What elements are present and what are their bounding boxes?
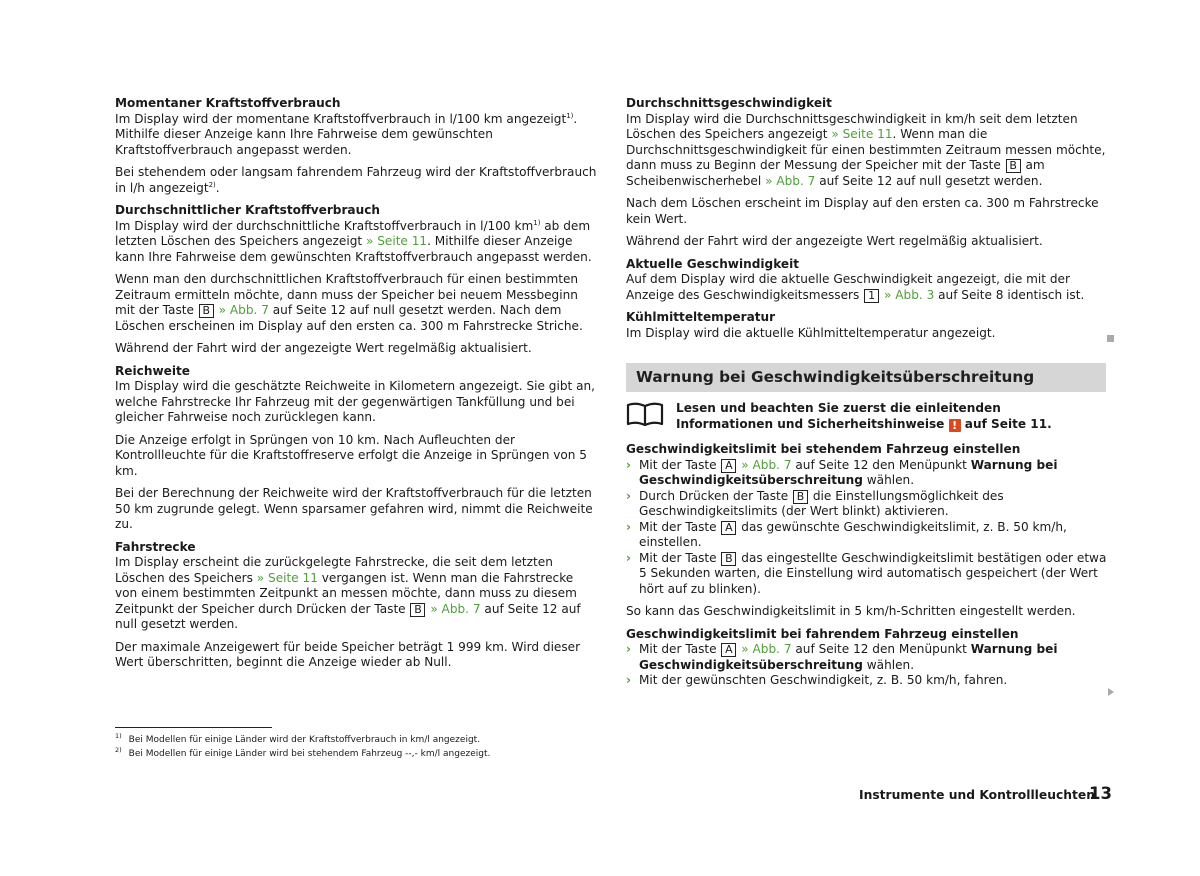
section-title: Fahrstrecke xyxy=(115,539,196,554)
section-title: Geschwindigkeitslimit bei stehendem Fahrzeug einstellen xyxy=(626,442,1021,456)
footnote-2: $^{2)}$ Bei Modellen für einige Länder wird bei stehendem Fahrzeug --,- km/l angezeigt. xyxy=(115,746,491,759)
footnote-ref[interactable]: 1) xyxy=(533,218,541,227)
paragraph: Wenn man den durchschnittlichen Kraftstoffverbrauch für einen bestimmten Zeitraum ermitteln möchte, dann muss der Speicher bei neuem Messbeginn mit der Taste B » Abb. 7 auf Seite 12 auf null gesetzt werden. Nach dem Löschen erscheinen im Display auf den ersten ca. 300 m Fahrstrecke Striche. xyxy=(115,272,583,333)
note-text: Lesen und beachten Sie zuerst die einleitenden Informationen und Sicherheitshinweise ! auf Seite 11. xyxy=(676,401,1052,432)
section-title: Reichweite xyxy=(115,363,190,378)
continue-arrow-icon xyxy=(1108,688,1114,696)
section-average-consumption xyxy=(115,203,597,357)
page-link[interactable]: » Seite 11 xyxy=(365,234,428,248)
bullet-arrow-icon: › xyxy=(626,642,631,656)
section-range xyxy=(115,364,597,533)
list-item: › Mit der gewünschten Geschwindigkeit, z. B. 50 km/h, fahren. xyxy=(626,673,1008,687)
footnote-1: $^{1)}$ Bei Modellen für einige Länder wird der Kraftstoffverbrauch in km/l angezeigt. xyxy=(115,732,481,745)
book-icon xyxy=(626,401,664,432)
page-link[interactable]: » Seite 11 xyxy=(256,570,318,585)
section-title: Geschwindigkeitslimit bei fahrendem Fahrzeug einstellen xyxy=(626,626,1019,641)
key-a-icon: A xyxy=(721,459,736,473)
list-item: › Mit der Taste A » Abb. 7 auf Seite 12 den Menüpunkt Warnung bei Geschwindigkeitsüberschreitung wählen. xyxy=(626,457,1058,487)
figure-link[interactable]: » Abb. 7 xyxy=(426,601,481,616)
section-current-speed xyxy=(626,257,1108,304)
bullet-arrow-icon: › xyxy=(626,550,631,565)
key-b-icon: B xyxy=(721,552,736,566)
safety-note xyxy=(626,401,1108,432)
step-list xyxy=(626,642,1108,689)
section-title: Durchschnittlicher Kraftstoffverbrauch xyxy=(115,203,380,217)
bullet-arrow-icon: › xyxy=(626,457,631,472)
paragraph: Während der Fahrt wird der angezeigte Wert regelmäßig aktualisiert. xyxy=(626,234,1043,248)
page-link[interactable]: » Seite 11 xyxy=(831,127,893,141)
paragraph: Die Anzeige erfolgt in Sprüngen von 10 km. Nach Aufleuchten der Kontrollleuchte für die Kraftstoffreserve erfolgt die Anzeige in Sprüngen von 5 km. xyxy=(115,432,587,478)
section-coolant-temperature xyxy=(626,310,1108,341)
section-title: Momentaner Kraftstoffverbrauch xyxy=(115,96,341,110)
footnote-ref[interactable]: 2) xyxy=(208,180,216,189)
figure-link[interactable]: » Abb. 7 xyxy=(737,457,792,472)
list-item: › Mit der Taste B das eingestellte Geschwindigkeitslimit bestätigen oder etwa 5 Sekunden warten, die Einstellung wird automatisch gespeichert (der Wert hört auf zu blinken). xyxy=(626,550,1107,596)
left-column xyxy=(115,96,597,678)
key-a-icon: A xyxy=(721,521,736,535)
section-title: Aktuelle Geschwindigkeit xyxy=(626,256,800,271)
page-number: 13 xyxy=(1089,784,1112,803)
footnote-divider xyxy=(115,727,272,728)
key-b-icon: B xyxy=(199,304,214,318)
section-limit-driving xyxy=(626,627,1108,689)
warning-icon: ! xyxy=(949,419,961,432)
section-title: Durchschnittsgeschwindigkeit xyxy=(626,96,832,110)
step-list xyxy=(626,458,1108,598)
bullet-arrow-icon: › xyxy=(626,488,631,503)
list-item: › Mit der Taste A das gewünschte Geschwindigkeitslimit, z. B. 50 km/h, einstellen. xyxy=(626,519,1067,549)
key-b-icon: B xyxy=(410,603,425,617)
paragraph: Bei der Berechnung der Reichweite wird der Kraftstoffverbrauch für die letzten 50 km zugrunde gelegt. Wenn sparsamer gefahren wird, nimmt die Reichweite zu. xyxy=(115,486,593,531)
section-distance xyxy=(115,540,597,671)
paragraph: Im Display wird die geschätzte Reichweite in Kilometern angezeigt. Sie gibt an, welche Fahrstrecke Ihr Fahrzeug mit der gegenwärtigen Tankfüllung und bei gleicher Fahrweise noch zurücklegen kann. xyxy=(115,379,595,424)
bullet-arrow-icon: › xyxy=(626,519,631,534)
paragraph: Im Display wird die Durchschnittsgeschwindigkeit in km/h seit dem letzten Löschen des Speichers angezeigt » Seite 11. Wenn man die Durchschnittsgeschwindigkeit für einen bestimmten Zeitraum messen möchte, dann muss zu Beginn der Messung der Speicher mit der Taste B am Scheibenwischerhebel » Abb. 7 auf Seite 12 auf null gesetzt werden. xyxy=(626,111,1106,188)
chapter-banner: Warnung bei Geschwindigkeitsüberschreitung xyxy=(626,363,1106,392)
right-column xyxy=(626,96,1108,696)
section-momentary-consumption xyxy=(115,96,597,196)
paragraph: Im Display erscheint die zurückgelegte Fahrstrecke, die seit dem letzten Löschen des Speichers » Seite 11 vergangen ist. Wenn man die Fahrstrecke von einem bestimmten Zeitpunkt an messen möchte, dann muss zu diesem Zeitpunkt der Speicher durch Drücken der Taste B » Abb. 7 auf Seite 12 auf null gesetzt werden. xyxy=(115,555,581,631)
list-item: › Mit der Taste A » Abb. 7 auf Seite 12 den Menüpunkt Warnung bei Geschwindigkeitsüberschreitung wählen. xyxy=(626,642,1058,672)
section-end-square-icon xyxy=(1107,335,1114,342)
figure-link[interactable]: » Abb. 3 xyxy=(880,287,935,302)
figure-link[interactable]: » Abb. 7 xyxy=(737,642,792,656)
paragraph: Nach dem Löschen erscheint im Display auf den ersten ca. 300 m Fahrstrecke kein Wert. xyxy=(626,196,1099,226)
figure-link[interactable]: » Abb. 7 xyxy=(214,303,269,317)
key-b-icon: B xyxy=(793,490,808,504)
key-a-icon: A xyxy=(721,643,736,657)
figure-link[interactable]: » Abb. 7 xyxy=(765,173,816,188)
paragraph: Im Display wird die aktuelle Kühlmitteltemperatur angezeigt. xyxy=(626,325,996,340)
bullet-arrow-icon: › xyxy=(626,673,631,687)
footer-chapter-title: Instrumente und Kontrollleuchten xyxy=(859,788,1096,802)
paragraph: Im Display wird der momentane Kraftstoffverbrauch in l/100 km angezeigt$^{1)}$. Mithilfe dieser Anzeige kann Ihre Fahrweise dem gewünschten Kraftstoffverbrauch angepasst werden. xyxy=(115,111,578,157)
section-limit-standing xyxy=(626,442,1108,620)
paragraph: So kann das Geschwindigkeitslimit in 5 km/h-Schritten eingestellt werden. xyxy=(626,604,1076,618)
key-b-icon: B xyxy=(1006,159,1021,173)
paragraph: Auf dem Display wird die aktuelle Geschwindigkeit angezeigt, die mit der Anzeige des Geschwindigkeitsmessers 1 » Abb. 3 auf Seite 8 identisch ist. xyxy=(626,272,1085,302)
list-item: › Durch Drücken der Taste B die Einstellungsmöglichkeit des Geschwindigkeitslimits (der Wert blinkt) aktivieren. xyxy=(626,488,1004,518)
paragraph: Der maximale Anzeigewert für beide Speicher beträgt 1 999 km. Wird dieser Wert überschritten, beginnt die Anzeige wieder ab Null. xyxy=(115,639,581,669)
paragraph: Im Display wird der durchschnittliche Kraftstoffverbrauch in l/100 $km^{1)}$ ab dem letzten Löschen des Speichers angezeigt » Seite 11. Mithilfe dieser Anzeige kann Ihre Fahrweise dem gewünschten Kraftstoffverbrauch angepasst werden. xyxy=(115,218,592,264)
section-average-speed xyxy=(626,96,1108,250)
footnote-ref[interactable]: 1) xyxy=(566,111,574,120)
section-title: Kühlmitteltemperatur xyxy=(626,310,776,324)
paragraph: Während der Fahrt wird der angezeigte Wert regelmäßig aktualisiert. xyxy=(115,341,532,355)
paragraph: Bei stehendem oder langsam fahrendem Fahrzeug wird der Kraftstoffverbrauch in l/h angezeigt$^{2)}$. xyxy=(115,165,597,195)
key-1-icon: 1 xyxy=(864,289,879,303)
